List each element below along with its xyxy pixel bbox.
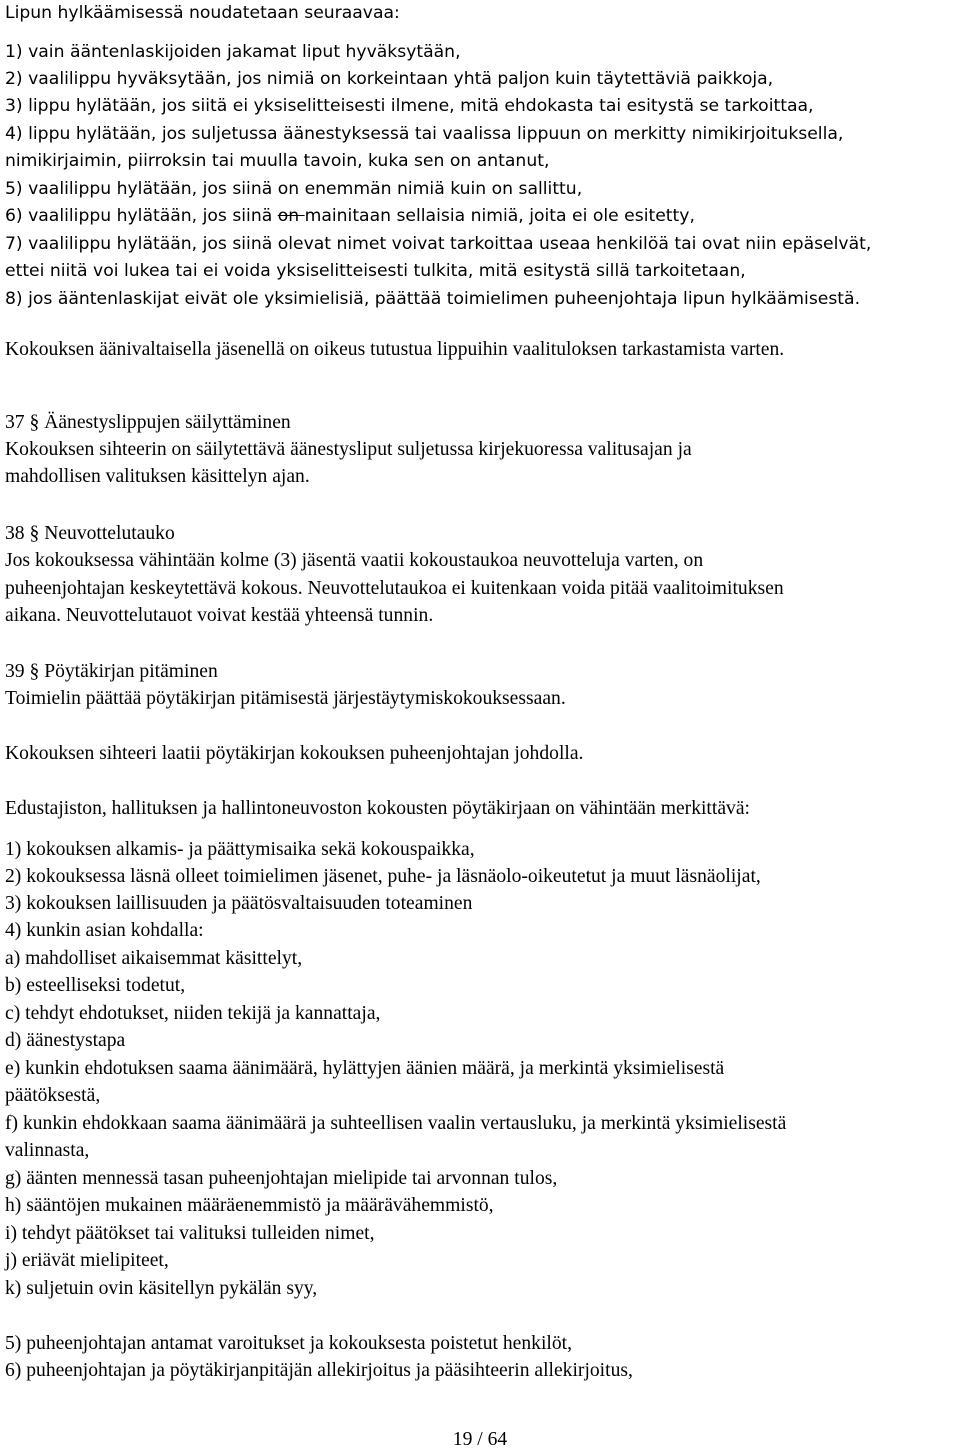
minutes-item: 1) kokouksen alkamis- ja päättymisaika sekä kokouspaikka, [5,839,475,860]
section-37-line-1: Kokouksen sihteerin on säilytettävä äänestysliput suljetussa kirjekuoressa valitusajan ja [5,439,692,460]
rule-line-3: 3) lippu hylätään, jos siitä ei yksiselitteisesti ilmene, mitä ehdokasta tai esitystä se tarkoittaa, [5,96,814,116]
minutes-item: h) sääntöjen mukainen määräenemmistö ja määrävähemmistö, [5,1195,494,1216]
section-39-line-1: Toimielin päättää pöytäkirjan pitämisestä järjestäytymiskokouksessaan. [5,688,566,709]
voting-rights-paragraph: Kokouksen äänivaltaisella jäsenellä on oikeus tutustua lippuihin vaalituloksen tarkastamista varten. [5,339,785,360]
minutes-item: f) kunkin ehdokkaan saama äänimäärä ja suhteellisen vaalin vertausluku, ja merkintä yksimielisestä [5,1113,787,1134]
page-number: 19 / 64 [452,1429,508,1450]
minutes-item: j) eriävät mielipiteet, [5,1250,169,1271]
minutes-item: b) esteelliseksi todetut, [5,975,186,996]
rule-line-2: 2) vaalilippu hyväksytään, jos nimiä on korkeintaan yhtä paljon kuin täytettäviä paikkoja, [5,69,774,89]
minutes-item: 4) kunkin asian kohdalla: [5,920,204,941]
minutes-item: päätöksestä, [5,1085,101,1106]
minutes-item: g) äänten mennessä tasan puheenjohtajan mielipide tai arvonnan tulos, [5,1168,558,1189]
rule-line-4b: nimikirjaimin, piirroksin tai muulla tavoin, kuka sen on antanut, [5,151,550,171]
minutes-item: k) suljetuin ovin käsitellyn pykälän syy, [5,1278,318,1299]
minutes-item: a) mahdolliset aikaisemmat käsittelyt, [5,948,303,969]
rule-line-8: 8) jos ääntenlaskijat eivät ole yksimielisiä, päättää toimielimen puheenjohtaja lipun hylkäämisestä. [5,289,861,309]
minutes-item: d) äänestystapa [5,1030,126,1051]
secretary-paragraph: Kokouksen sihteeri laatii pöytäkirjan kokouksen puheenjohtajan johdolla. [5,743,584,764]
section-38-title: 38 § Neuvottelutauko [5,523,175,544]
minutes-intro: Edustajiston, hallituksen ja hallintoneuvoston kokousten pöytäkirjaan on vähintään merkittävä: [5,798,750,819]
minutes-item: 6) puheenjohtajan ja pöytäkirjanpitäjän allekirjoitus ja pääsihteerin allekirjoitus, [5,1360,633,1381]
struck-text: on [277,206,305,226]
rule-line-4a: 4) lippu hylätään, jos suljetussa äänestyksessä tai vaalissa lippuun on merkitty nimikirjoituksella, [5,124,844,144]
section-38-line-3: aikana. Neuvottelutauot voivat kestää yhteensä tunnin. [5,605,434,626]
rule-line-6-post: mainitaan sellaisia nimiä, joita ei ole esitetty, [304,206,695,226]
section-39-title: 39 § Pöytäkirjan pitäminen [5,661,218,682]
rule-line-6-pre: 6) vaalilippu hylätään, jos siinä [5,206,278,226]
rule-line-7a: 7) vaalilippu hylätään, jos siinä olevat nimet voivat tarkoittaa useaa henkilöä tai ovat niin epäselvät, [5,234,872,254]
rule-line-5: 5) vaalilippu hylätään, jos siinä on enemmän nimiä kuin on sallittu, [5,179,583,199]
minutes-item: 2) kokouksessa läsnä olleet toimielimen jäsenet, puhe- ja läsnäolo-oikeutetut ja muut läsnäolijat, [5,866,761,887]
minutes-item: e) kunkin ehdotuksen saama äänimäärä, hylättyjen äänien määrä, ja merkintä yksimielisestä [5,1058,725,1079]
minutes-item: 3) kokouksen laillisuuden ja päätösvaltaisuuden toteaminen [5,893,473,914]
rule-line-6 [5,205,695,227]
section-37-title: 37 § Äänestyslippujen säilyttäminen [5,412,291,433]
minutes-item: c) tehdyt ehdotukset, niiden tekijä ja kannattaja, [5,1003,381,1024]
section-38-line-2: puheenjohtajan keskeytettävä kokous. Neuvottelutaukoa ei kuitenkaan voida pitää vaalitoimituksen [5,578,784,599]
section-37-line-2: mahdollisen valituksen käsittelyn ajan. [5,466,310,487]
section-38-line-1: Jos kokouksessa vähintään kolme (3) jäsentä vaatii kokoustaukoa neuvotteluja varten, on [5,550,704,571]
minutes-item: valinnasta, [5,1140,90,1161]
rule-line-7b: ettei niitä voi lukea tai ei voida yksiselitteisesti tulkita, mitä esitystä sillä tarkoitetaan, [5,261,746,281]
intro-line: Lipun hylkäämisessä noudatetaan seuraavaa: [5,3,400,23]
minutes-item: 5) puheenjohtajan antamat varoitukset ja kokouksesta poistetut henkilöt, [5,1333,572,1354]
rule-line-1: 1) vain ääntenlaskijoiden jakamat liput hyväksytään, [5,42,461,62]
minutes-item: i) tehdyt päätökset tai valituksi tulleiden nimet, [5,1223,375,1244]
